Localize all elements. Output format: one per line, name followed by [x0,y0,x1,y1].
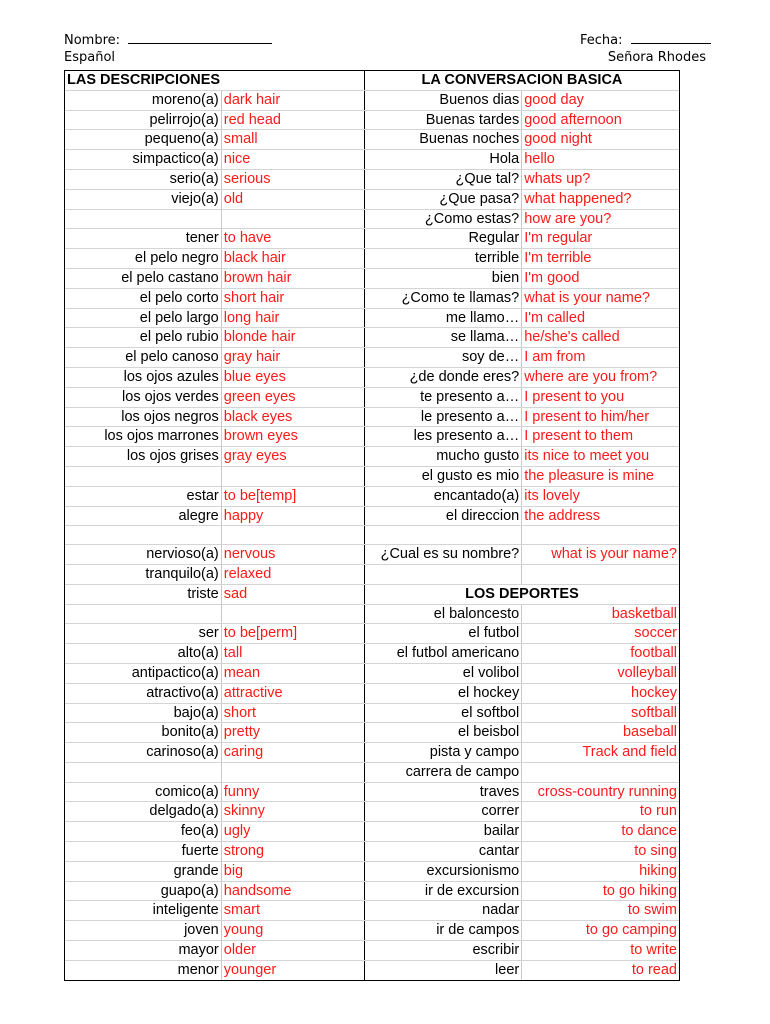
descripcion-english: blonde hair [221,328,364,348]
descripcion-spanish: menor [65,960,221,979]
table-row [65,209,679,229]
descripcion-english: dark hair [221,90,364,110]
descripcion-spanish [65,762,221,782]
descripcion-spanish: carinoso(a) [65,743,221,763]
conversacion-spanish: cantar [364,842,521,862]
descripcion-english: sad [221,584,364,604]
descripcion-english: long hair [221,308,364,328]
conversacion-spanish: te presento a… [364,387,521,407]
descripcion-spanish: atractivo(a) [65,683,221,703]
descripcion-english: strong [221,842,364,862]
descripcion-english: small [221,130,364,150]
table-row [65,822,679,842]
descripcion-english: gray eyes [221,447,364,467]
conversacion-english: Track and field [522,743,679,763]
descripcion-english: nervous [221,545,364,565]
conversacion-spanish: se llama… [364,328,521,348]
descripciones-title: LAS DESCRIPCIONES [65,71,364,90]
conversacion-english: I'm good [522,268,679,288]
table-row [65,624,679,644]
descripcion-spanish [65,466,221,486]
conversacion-spanish: Hola [364,150,521,170]
table-row [65,762,679,782]
conversacion-spanish: me llamo… [364,308,521,328]
table-row [65,288,679,308]
descripcion-spanish: el pelo rubio [65,328,221,348]
descripcion-spanish: comico(a) [65,782,221,802]
table-row [65,268,679,288]
descripcion-spanish: el pelo canoso [65,348,221,368]
descripcion-english: to be[temp] [221,486,364,506]
descripcion-spanish: nervioso(a) [65,545,221,565]
conversacion-spanish: carrera de campo [364,762,521,782]
conversacion-spanish: el futbol americano [364,644,521,664]
descripcion-spanish [65,604,221,624]
conversacion-english [522,564,679,584]
descripcion-english [221,209,364,229]
descripcion-english: to have [221,229,364,249]
conversacion-spanish: ¿Cual es su nombre? [364,545,521,565]
conversacion-english: to write [522,941,679,961]
conversacion-english: what is your name? [522,288,679,308]
conversacion-spanish: correr [364,802,521,822]
descripcion-spanish: serio(a) [65,169,221,189]
conversacion-spanish: el softbol [364,703,521,723]
conversacion-spanish: el gusto es mio [364,466,521,486]
conversacion-spanish: ¿Que tal? [364,169,521,189]
table-row [65,229,679,249]
conversacion-spanish: el baloncesto [364,604,521,624]
descripcion-spanish: viejo(a) [65,189,221,209]
conversacion-english: basketball [522,604,679,624]
fecha-field [580,30,711,49]
descripcion-english: ugly [221,822,364,842]
table-row [65,545,679,565]
descripcion-spanish: fuerte [65,842,221,862]
table-row [65,644,679,664]
descripcion-spanish: el pelo castano [65,268,221,288]
conversacion-english: softball [522,703,679,723]
descripcion-english: tall [221,644,364,664]
conversacion-spanish: ir de excursion [364,881,521,901]
descripcion-spanish: delgado(a) [65,802,221,822]
conversacion-english [522,762,679,782]
table-row [65,367,679,387]
conversacion-english: he/she's called [522,328,679,348]
conversacion-english: I present to you [522,387,679,407]
descripcion-english: smart [221,901,364,921]
table-row [65,249,679,269]
descripcion-english: black hair [221,249,364,269]
conversacion-english: good day [522,90,679,110]
conversacion-english: I am from [522,348,679,368]
conversacion-spanish: encantado(a) [364,486,521,506]
descripcion-english: handsome [221,881,364,901]
table-row [65,189,679,209]
table-row [65,723,679,743]
descripcion-english: skinny [221,802,364,822]
descripcion-english: blue eyes [221,367,364,387]
conversacion-english: to run [522,802,679,822]
table-row [65,427,679,447]
deportes-title: LOS DEPORTES [364,584,679,604]
table-row [65,526,679,545]
table-row [65,150,679,170]
descripcion-spanish: los ojos negros [65,407,221,427]
descripcion-english: caring [221,743,364,763]
descripcion-english: red head [221,110,364,130]
table-row [65,782,679,802]
table-row [65,842,679,862]
table-row [65,663,679,683]
descripcion-spanish: moreno(a) [65,90,221,110]
descripcion-spanish: pequeno(a) [65,130,221,150]
conversacion-english: good afternoon [522,110,679,130]
descripcion-spanish: los ojos marrones [65,427,221,447]
descripcion-english: short [221,703,364,723]
descripcion-english: to be[perm] [221,624,364,644]
conversacion-spanish: Buenas tardes [364,110,521,130]
table-row [65,901,679,921]
nombre-blank [128,30,272,44]
conversacion-english: I present to him/her [522,407,679,427]
conversacion-spanish: ¿Que pasa? [364,189,521,209]
table-row [65,604,679,624]
table-row [65,960,679,979]
conversacion-spanish: pista y campo [364,743,521,763]
descripcion-english: young [221,921,364,941]
descripcion-english: brown eyes [221,427,364,447]
descripcion-spanish: tranquilo(a) [65,564,221,584]
conversacion-spanish: ¿Como estas? [364,209,521,229]
descripcion-english: nice [221,150,364,170]
descripcion-english: serious [221,169,364,189]
conversacion-spanish: bien [364,268,521,288]
conversacion-english: to sing [522,842,679,862]
conversacion-english: hello [522,150,679,170]
conversacion-english: cross-country running [522,782,679,802]
table-row [65,447,679,467]
conversacion-spanish: Buenas noches [364,130,521,150]
table-row [65,683,679,703]
descripcion-english: old [221,189,364,209]
conversacion-english: hockey [522,683,679,703]
conversacion-spanish: nadar [364,901,521,921]
conversacion-title: LA CONVERSACION BASICA [364,71,679,90]
descripcion-spanish: mayor [65,941,221,961]
conversacion-spanish [364,526,521,545]
conversacion-english: its nice to meet you [522,447,679,467]
descripcion-english: black eyes [221,407,364,427]
nombre-label: Nombre: [64,33,121,48]
table-row [65,564,679,584]
conversacion-spanish: ir de campos [364,921,521,941]
conversacion-spanish: escribir [364,941,521,961]
descripcion-spanish: grande [65,861,221,881]
conversacion-english: what is your name? [522,545,679,565]
table-row [65,941,679,961]
conversacion-english: volleyball [522,663,679,683]
descripcion-english: relaxed [221,564,364,584]
descripcion-spanish: alegre [65,506,221,526]
descripcion-english: green eyes [221,387,364,407]
descripcion-spanish: el pelo negro [65,249,221,269]
conversacion-english: the address [522,506,679,526]
conversacion-spanish: terrible [364,249,521,269]
table-row [65,506,679,526]
table-row [65,110,679,130]
descripcion-spanish: simpactico(a) [65,150,221,170]
descripcion-spanish: estar [65,486,221,506]
descripcion-spanish: joven [65,921,221,941]
table-row [65,169,679,189]
table-row [65,921,679,941]
table-row [65,486,679,506]
conversacion-english: I'm terrible [522,249,679,269]
conversacion-spanish: excursionismo [364,861,521,881]
descripcion-spanish: los ojos azules [65,367,221,387]
conversacion-spanish: le presento a… [364,407,521,427]
table-row [65,387,679,407]
descripcion-spanish: el pelo corto [65,288,221,308]
descripcion-english: brown hair [221,268,364,288]
fecha-blank [631,30,711,44]
fecha-label: Fecha: [580,33,623,48]
descripcion-spanish: antipactico(a) [65,663,221,683]
descripcion-spanish: guapo(a) [65,881,221,901]
conversacion-english: what happened? [522,189,679,209]
table-header-row [65,71,679,90]
table-row [65,703,679,723]
conversacion-english [522,526,679,545]
descripcion-english: short hair [221,288,364,308]
conversacion-english: hiking [522,861,679,881]
conversacion-spanish: el beisbol [364,723,521,743]
conversacion-english: football [522,644,679,664]
table-row [65,348,679,368]
descripcion-english: pretty [221,723,364,743]
table-row [65,861,679,881]
table-row [65,743,679,763]
descripcion-spanish [65,209,221,229]
descripcion-spanish: pelirrojo(a) [65,110,221,130]
conversacion-spanish: Buenos dias [364,90,521,110]
descripcion-english [221,466,364,486]
conversacion-english: to read [631,961,677,978]
descripcion-english [221,526,364,545]
conversacion-english: whats up? [522,169,679,189]
conversacion-spanish: soy de… [364,348,521,368]
conversacion-spanish: el volibol [364,663,521,683]
conversacion-english: baseball [522,723,679,743]
table-row [65,308,679,328]
conversacion-english: good night [522,130,679,150]
descripcion-spanish: ser [65,624,221,644]
subject-label: Español [64,50,116,65]
table-row [65,802,679,822]
teacher-name: Señora Rhodes [607,50,706,65]
table-row [65,407,679,427]
table-row [65,881,679,901]
table-row [65,466,679,486]
conversacion-english: how are you? [522,209,679,229]
descripcion-english: younger [221,960,364,979]
descripcion-spanish: el pelo largo [65,308,221,328]
conversacion-english: I present to them [522,427,679,447]
descripcion-spanish: feo(a) [65,822,221,842]
conversacion-spanish: ¿de donde eres? [364,367,521,387]
conversacion-spanish: el direccion [364,506,521,526]
conversacion-spanish: leer [364,960,521,979]
conversacion-english: to dance [522,822,679,842]
conversacion-english: to go camping [522,921,679,941]
descripcion-english: mean [221,663,364,683]
conversacion-spanish: mucho gusto [364,447,521,467]
descripcion-spanish: alto(a) [65,644,221,664]
table-row [65,584,679,604]
conversacion-spanish [364,564,521,584]
conversacion-english: to swim [522,901,679,921]
conversacion-english: soccer [522,624,679,644]
descripcion-english: older [221,941,364,961]
table-row [65,90,679,110]
descripcion-spanish: bajo(a) [65,703,221,723]
conversacion-english: I'm regular [522,229,679,249]
table-row [65,328,679,348]
descripcion-spanish: tener [65,229,221,249]
descripcion-english: happy [221,506,364,526]
conversacion-spanish: bailar [364,822,521,842]
descripcion-english [221,762,364,782]
descripcion-spanish: triste [65,584,221,604]
descripcion-english: funny [221,782,364,802]
conversacion-english: the pleasure is mine [522,466,679,486]
conversacion-spanish: el hockey [364,683,521,703]
conversacion-english: I'm called [522,308,679,328]
conversacion-spanish: traves [364,782,521,802]
table-row [65,130,679,150]
conversacion-english: to go hiking [522,881,679,901]
descripcion-spanish: bonito(a) [65,723,221,743]
descripcion-spanish: inteligente [65,901,221,921]
descripcion-english [221,604,364,624]
conversacion-spanish: ¿Como te llamas? [364,288,521,308]
descripcion-spanish: los ojos grises [65,447,221,467]
descripcion-english: big [221,861,364,881]
descripcion-spanish [65,526,221,545]
conversacion-spanish: el futbol [364,624,521,644]
conversacion-english: where are you from? [522,367,679,387]
vocabulary-table [64,70,680,981]
descripcion-english: gray hair [221,348,364,368]
conversacion-spanish: les presento a… [364,427,521,447]
conversacion-english: its lovely [522,486,679,506]
descripcion-spanish: los ojos verdes [65,387,221,407]
descripcion-english: attractive [221,683,364,703]
nombre-field [64,30,272,49]
conversacion-spanish: Regular [364,229,521,249]
